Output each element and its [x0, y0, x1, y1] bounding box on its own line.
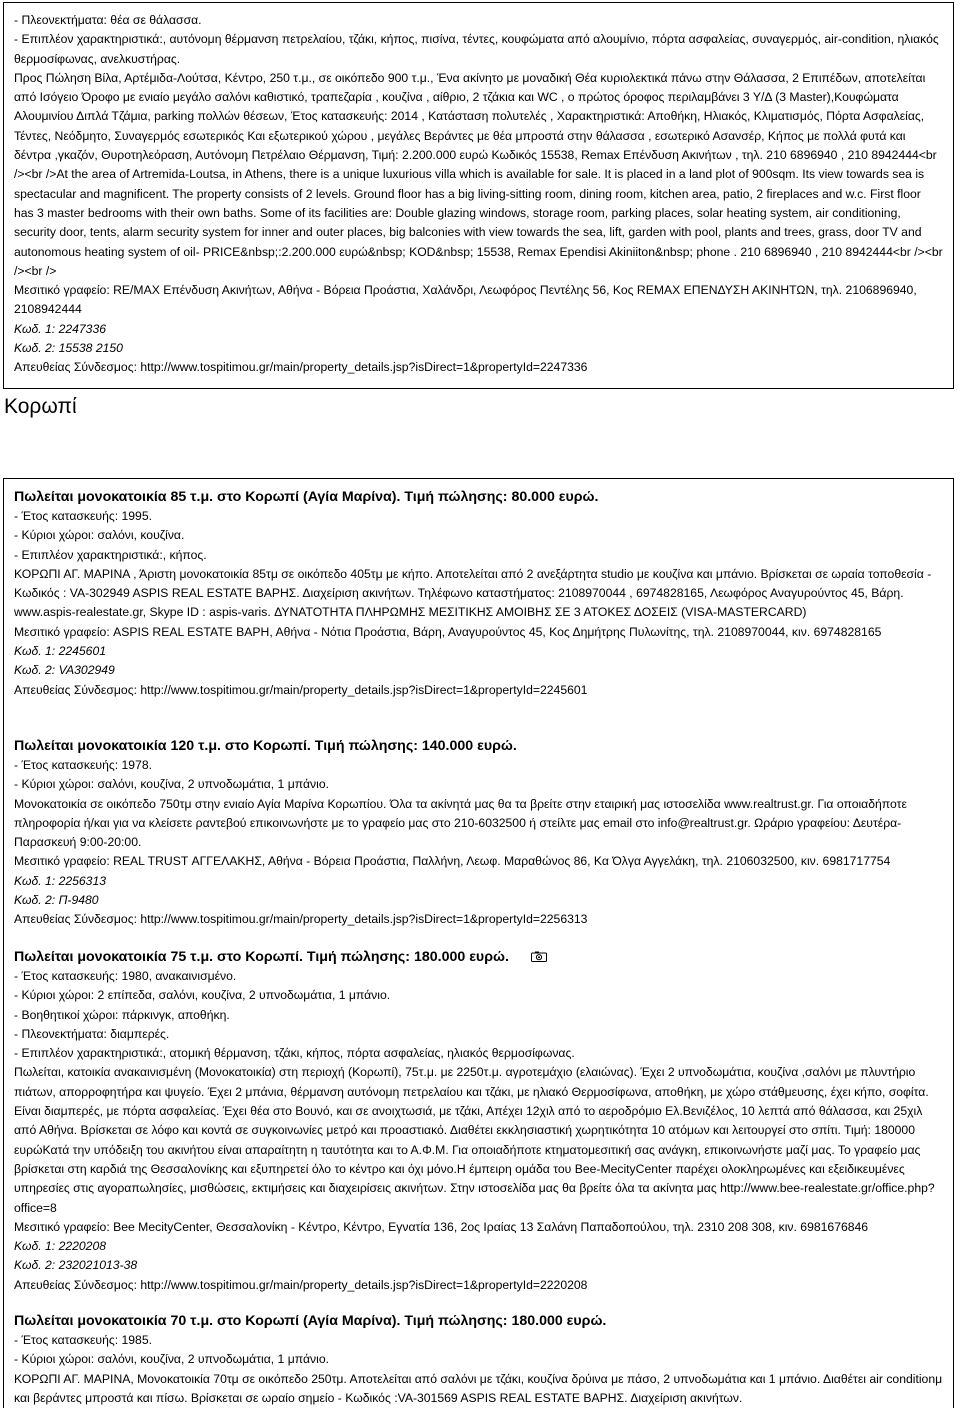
listing-description: ΚΟΡΩΠΙ ΑΓ. ΜΑΡΙΝΑ, Μονοκατοικία 70τμ σε οικόπεδο 250τμ. Αποτελείται από σαλόνι με τζάκι, κουζίνα δρύινα με πάσο, 2 υπνοδωμάτια και 1 μπάνιο. Διαθέτει air conditionμ και βεράντες μπροστά και πίσω. Βρίσκεται σε ωραίο σημείο - Κωδικός :VA-301569 ASPIS REAL ESTATE ΒΑΡΗΣ. Διαχείριση ακινήτων. [14, 1371, 943, 1405]
listing-text-line: - Πλεονεκτήματα: διαμπερές. [14, 1026, 170, 1041]
listing-text-line: - Έτος κατασκευής: 1995. [14, 509, 152, 523]
listing-description: Πωλείται, κατοικία ανακαινισμένη (Μονοκατοικία) στη περιοχή (Κορωπί), 75τ.μ. με 2250τ.μ. αγροτεμάχιο (ελαιώνας). Έχει 2 υπνοδωμάτια, κουζίνα ,σαλόνι με πλυντήριο πιάτων, απορροφητήρα και ψυγείο. Έχει 2 μπάνια, θέρμανση αυτόνομη πετρελαίου και τζάκι, με ηλιακό Θερμοσίφωνα, αποθήκη, με χώρο στάθμευσης, έχει κήπο, σοφίτα. Είναι διαμπερές, με πόρτα ασφαλείας. Έχει θέα στο Βουνό, και σε ανοιχτωσιά, με τζάκι, Απέχει 12χιλ από το αεροδρόμιο Ελ.Βενιζέλος, 10 λεπτά από θάλασσα, και 25χιλ από Αθήνα. Βρίσκεται σε λόφο και κοντά σε συγκοινωνίες μετρό και προαστιακό. Διαθέτει εκκλησιαστική χωρητικότητα 10 ατόμων και λειτουργεί στο σπίτι. Τιμή: 180000 ευρώΚατά την υπόδειξη του ακινήτου είναι απαραίτητη η ταυτότητα και το Α.Φ.Μ. Για οποιαδήποτε κτηματομεσιτική σας ανάγκη, επικοινωνήστε μαζί μας. Το γραφείο μας βρίσκεται στη καρδιά της Θεσσαλονίκης και εξυπηρετεί όλο το κέντρο και όχι μόνο.Η έμπειρη ομάδα του Bee-MecityCenter παρέχει ολοκληρωμένες και εξειδικευμένες υπηρεσίες στις αγοραπωλησίες, μισθώσεις, εκτιμήσεις και διαχειρίσεις ακινήτων. Στην ιστοσελίδα μας θα βρείτε όλα τα ακίνητα μας http://www.bee-realestate.gr/office.php?office=8 [14, 1065, 935, 1215]
agency-info: Μεσιτικό γραφείο: ASPIS REAL ESTATE ΒΑΡΗ, Αθήνα - Νότια Προάστια, Βάρη, Αναγυρούντος 45, Κος Δημήτρης Πυλωνίτης, τηλ. 2108970044, κιν. 6974828165 [14, 624, 882, 639]
listing-item [14, 488, 943, 700]
listing-text-line: - Επιπλέον χαρακτηριστικά:, αυτόνομη θέρμανση πετρελαίου, τζάκι, κήπος, πισίνα, τέντες, κουφώματα από αλουμίνιο, πόρτα ασφαλείας, συναγερμός, air-condition, ηλιακός θερμοσίφωνας, ανελκυστήρας. [14, 32, 939, 66]
area-heading: Κορωπί [4, 395, 77, 418]
listing-code-1: Κωδ. 1: 2256313 [14, 873, 107, 888]
listing-text-line: - Πλεονεκτήματα: θέα σε θάλασσα. [14, 13, 202, 27]
listing-title[interactable]: Πωλείται μονοκατοικία 120 τ.μ. στο Κορωπί. Τιμή πώλησης: 140.000 ευρώ. [14, 738, 517, 754]
listing-description: ΚΟΡΩΠΙ ΑΓ. ΜΑΡΙΝΑ , Άριστη μονοκατοικία 85τμ σε οικόπεδο 405τμ με κήπο. Αποτελείται από 2 ανεξάρτητα studio με κουζίνα και μπάνιο. Βρίσκεται σε ωραία τοποθεσία - Κωδικός : VA-302949 ASPIS REAL ESTATE ΒΑΡΗΣ. Διαχείριση ακινήτων. Τηλέφωνο καταστήματος: 2108970044 , 6974828165, Λεωφόρος Αναγυρούντος 45, Βάρη. www.aspis-realestate.gr, Skype ID : aspis-varis. ΔΥΝΑΤΟΤΗΤΑ ΠΛΗΡΩΜΗΣ ΜΕΣΙΤΙΚΗΣ ΑΜΟΙΒΗΣ ΣΕ 3 ΑΤΟΚΕΣ ΔΟΣΕΙΣ (VISA-MASTERCARD) [14, 566, 932, 620]
listing-item [14, 737, 943, 930]
listing-code-2: Κωδ. 2: VA302949 [14, 663, 115, 678]
camera-icon[interactable] [531, 949, 547, 960]
listing-title-row [14, 948, 943, 967]
listing-text-line: - Κύριοι χώροι: σαλόνι, κουζίνα, 2 υπνοδωμάτια, 1 μπάνιο. [14, 1352, 329, 1367]
listing-description: Μονοκατοικία σε οικόπεδο 750τμ στην ενιαίο Αγία Μαρίνα Κορωπίου. Όλα τα ακίνητά μας θα τα βρείτε στην εταιρική μας ιστοσελίδα www.realtrust.gr. Για οποιαδήποτε πληροφορία ή/και για να κλείσετε ραντεβού επικοινωνήστε με το γραφείο μας στο 210-6032500 ή στείλτε μας email στο info@realtrust.gr. Ωράριο γραφείου: Δευτέρα-Παρασκευή 9:00-20:00. [14, 796, 907, 850]
direct-link[interactable]: Απευθείας Σύνδεσμος: http://www.tospitimou.gr/main/property_details.jsp?isDirect=1&propertyId=2220208 [14, 1277, 588, 1292]
agency-info: Μεσιτικό γραφείο: RE/MAX Επένδυση Ακινήτων, Αθήνα - Βόρεια Προάστια, Χαλάνδρι, Λεωφόρος Πεντέλης 56, Κος REMAX ΕΠΕΝΔΥΣΗ ΑΚΙΝΗΤΩΝ, τηλ. 2106896940, 2108942444 [14, 283, 917, 317]
listing-item [14, 1312, 943, 1408]
listing-text-line: - Κύριοι χώροι: σαλόνι, κουζίνα. [14, 528, 185, 543]
agency-info: Μεσιτικό γραφείο: REAL TRUST ΑΓΓΕΛΑΚΗΣ, Αθήνα - Βόρεια Προάστια, Παλλήνη, Λεωφ. Μαραθώνος 86, Κα Όλγα Αγγελάκη, τηλ. 2106032500, κιν. 6981717754 [14, 854, 891, 869]
listing-box-previous [3, 2, 954, 389]
listing-title[interactable]: Πωλείται μονοκατοικία 70 τ.μ. στο Κορωπί (Αγία Μαρίνα). Τιμή πώλησης: 180.000 ευρώ. [14, 1313, 607, 1329]
listing-code-1: Κωδ. 1: 2220208 [14, 1239, 107, 1254]
direct-link[interactable]: Απευθείας Σύνδεσμος: http://www.tospitimou.gr/main/property_details.jsp?isDirect=1&propertyId=2245601 [14, 682, 588, 697]
listing-description: Προς Πώληση Βίλα, Αρτέμιδα-Λούτσα, Κέντρο, 250 τ.μ., σε οικόπεδο 900 τ.μ., Ένα ακίνητο με μοναδική Θέα κυριολεκτικά πάνω στην Θάλασσα, 2 Επιπέδων, αποτελείται από Ισόγειο Όροφο με ενιαίο μεγάλο σαλόνι καθιστικό, τραπεζαρία , κουζίνα , αίθριο, 2 τζάκια και WC , ο πρώτος όροφος περιλαμβάνει 3 Υ/Δ (3 Master),Κουφώματα Αλουμινίου Διπλά Τζάμια, parking πολλών θέσεων, Έτος κατασκευής: 2014 , Κατάσταση πολυτελές , Χαρακτηριστικά: Αποθήκη, Ηλιακός, Κλιματισμός, Πόρτα Ασφαλείας, Τέντες, Νεόδμητο, Συναγερμός εσωτερικός Και εξωτερικού χώρου , μεγάλες Βεράντες με θέα μπροστά στην θάλασσα , εσωτερικό Ασανσέρ, Κήπος με πολλά φυτά και δέντρα ,γκαζόν, Θυροτηλεόραση, Αυτόνομη Πετρέλαιο Θέρμανση, Τιμή: 2.200.000 ευρώ Κωδικός 15538, Remax Επένδυση Ακινήτων , τηλ. 210 6896940 , 210 8942444<br /><br />At the area of Artremida-Loutsa, in Athens, there is a unique luxurious villa which is available for sale. It is placed in a land plot of 900sqm. Its view towards sea is spectacular and magnificent. The property consists of 2 levels. Ground floor has a big living-sitting room, dining room, kitchen area, patio, 2 fireplaces and w.c. First floor has 3 master bedrooms with their own baths. Some of its facilities are: Double glazing windows, storage room, parking places, solar heating system, air conditioning, security door, tents, alarm security system for inner and outer places, big balconies with view towards the sea, lift, garden with pool, plants and trees, grass, door TV and autonomous heating system of oil- PRICE&nbsp;:2.200.000 ευρώ&nbsp; KOD&nbsp; 15538, Remax Ependisi Akiniiton&nbsp; phone . 210 6896940 , 210 8942444<br /><br /><br /> [14, 70, 943, 278]
direct-link[interactable]: Απευθείας Σύνδεσμος: http://www.tospitimou.gr/main/property_details.jsp?isDirect=1&propertyId=2256313 [14, 912, 588, 927]
listing-code-2: Κωδ. 2: Π-9480 [14, 893, 99, 908]
listing-code-1: Κωδ. 1: 2247336 [14, 321, 107, 336]
listing-text-line: - Έτος κατασκευής: 1978. [14, 758, 152, 772]
listing-item [14, 948, 943, 1295]
agency-info: Μεσιτικό γραφείο: Bee MecityCenter, Θεσσαλονίκη - Κέντρο, Κέντρο, Εγνατία 136, 2ος Ιραίας 13 Σαλάνη Παπαδοπούλου, τηλ. 2310 208 308, κιν. 6981676846 [14, 1219, 869, 1234]
direct-link[interactable]: Απευθείας Σύνδεσμος: http://www.tospitimou.gr/main/property_details.jsp?isDirect=1&propertyId=2247336 [14, 360, 588, 375]
listing-text-line: - Επιπλέον χαρακτηριστικά:, ατομική θέρμανση, τζάκι, κήπος, πόρτα ασφαλείας, ηλιακός θερμοσίφωνας. [14, 1046, 575, 1061]
listing-text-line: - Έτος κατασκευής: 1985. [14, 1333, 152, 1347]
listing-text-line: - Βοηθητικοί χώροι: πάρκινγκ, αποθήκη. [14, 1007, 230, 1022]
listing-code-2: Κωδ. 2: 232021013-38 [14, 1258, 138, 1273]
listing-text-line: - Έτος κατασκευής: 1980, ανακαινισμένο. [14, 969, 237, 983]
listing-title[interactable]: Πωλείται μονοκατοικία 75 τ.μ. στο Κορωπί. Τιμή πώλησης: 180.000 ευρώ. [14, 949, 509, 965]
listing-text-line: - Κύριοι χώροι: σαλόνι, κουζίνα, 2 υπνοδωμάτια, 1 μπάνιο. [14, 777, 329, 792]
listing-text-line: - Κύριοι χώροι: 2 επίπεδα, σαλόνι, κουζίνα, 2 υπνοδωμάτια, 1 μπάνιο. [14, 988, 391, 1003]
listing-text-line: - Επιπλέον χαρακτηριστικά:, κήπος. [14, 547, 207, 562]
listing-code-2: Κωδ. 2: 15538 2150 [14, 341, 123, 356]
listings-box [3, 478, 954, 1408]
listing-title[interactable]: Πωλείται μονοκατοικία 85 τ.μ. στο Κορωπί (Αγία Μαρίνα). Τιμή πώλησης: 80.000 ευρώ. [14, 489, 599, 505]
listing-code-1: Κωδ. 1: 2245601 [14, 644, 107, 659]
